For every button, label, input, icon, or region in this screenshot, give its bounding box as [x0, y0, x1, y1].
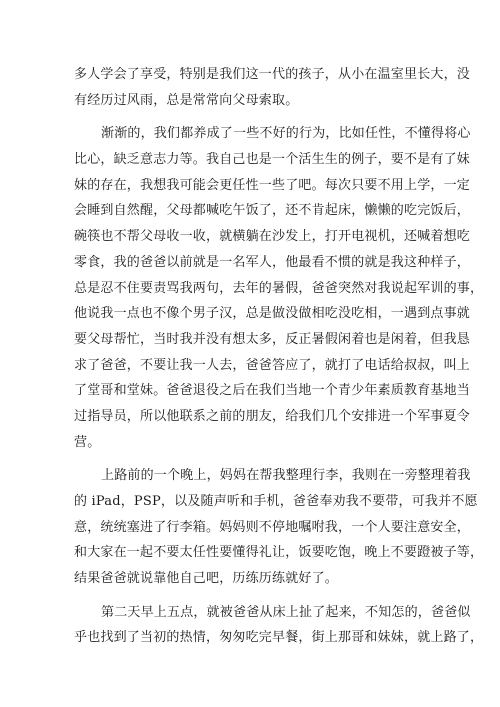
text-line: 上路前的一个晚上，妈妈在帮我整理行李，我则在一旁整理着我 [101, 468, 471, 484]
text-line: 零食，我的爸爸以前就是一名军人，他最看不惯的就是我这种样子， [74, 254, 471, 270]
text-line: 和大家在一起不要太任性要懂得礼让，饭要吃饱，晚上不要蹬被子等， [74, 545, 484, 561]
text-line: 渐渐的，我们都养成了一些不好的行为，比如任性，不懂得将心 [101, 126, 471, 142]
text-line: 营。 [74, 434, 101, 450]
text-line: 求了爸爸，不要让我一人去，爸爸答应了，就打了电话给叔叔，叫上 [74, 357, 471, 373]
text-line: 要父母帮忙，当时我并没有想太多，反正暑假闲着也是闲着，但我恳 [74, 331, 471, 347]
text-line: 会睡到自然醒，父母都喊吃午饭了，还不肯起床，懒懒的吃完饭后， [74, 203, 471, 219]
paragraph-3 [74, 463, 484, 591]
text-line: 乎也找到了当初的热情，匆匆吃完早餐，街上那哥和妹妹，就上路了， [74, 630, 484, 646]
text-line: 多人学会了享受，特别是我们这一代的孩子，从小在温室里长大，没 [74, 67, 471, 82]
text-line: 总是忍不住要责骂我两句，去年的暑假，爸爸突然对我说起军训的事， [74, 280, 484, 296]
text-line: 过指导员，所以他联系之前的朋友，给我们几个安排进一个军事夏令 [74, 408, 471, 424]
paragraph-2 [74, 121, 484, 455]
text-line: 他说我一点也不像个男子汉，总是做没做相吃没吃相，一遇到点事就 [74, 306, 471, 322]
text-line: 意，统统塞进了行李箱。妈妈则不停地嘱咐我，一个人要注意安全， [74, 519, 471, 535]
paragraph-1 [74, 62, 471, 113]
text-line: 的 iPad，PSP，以及随声听和手机，爸爸奉劝我不要带，可我并不愿 [74, 494, 478, 509]
body-text [74, 62, 484, 651]
paragraph-4 [74, 600, 484, 651]
text-line: 妹的存在，我想我可能会更任性一些了吧。每次只要不用上学，一定 [74, 177, 471, 193]
text-line: 了堂哥和堂妹。爸爸退役之后在我们当地一个青少年素质教育基地当 [74, 383, 471, 399]
text-line: 比心，缺乏意志力等。我自己也是一个活生生的例子，要不是有了妹 [74, 152, 471, 168]
text-line: 碗筷也不帮父母收一收，就横躺在沙发上，打开电视机，还喊着想吃 [74, 229, 471, 245]
text-line: 结果爸爸就说靠他自己吧，历练历练就好了。 [74, 571, 339, 587]
text-line: 第二天早上五点，就被爸爸从床上扯了起来，不知怎的，爸爸似 [101, 604, 471, 620]
text-line: 有经历过风雨，总是常常向父母索取。 [74, 92, 299, 108]
